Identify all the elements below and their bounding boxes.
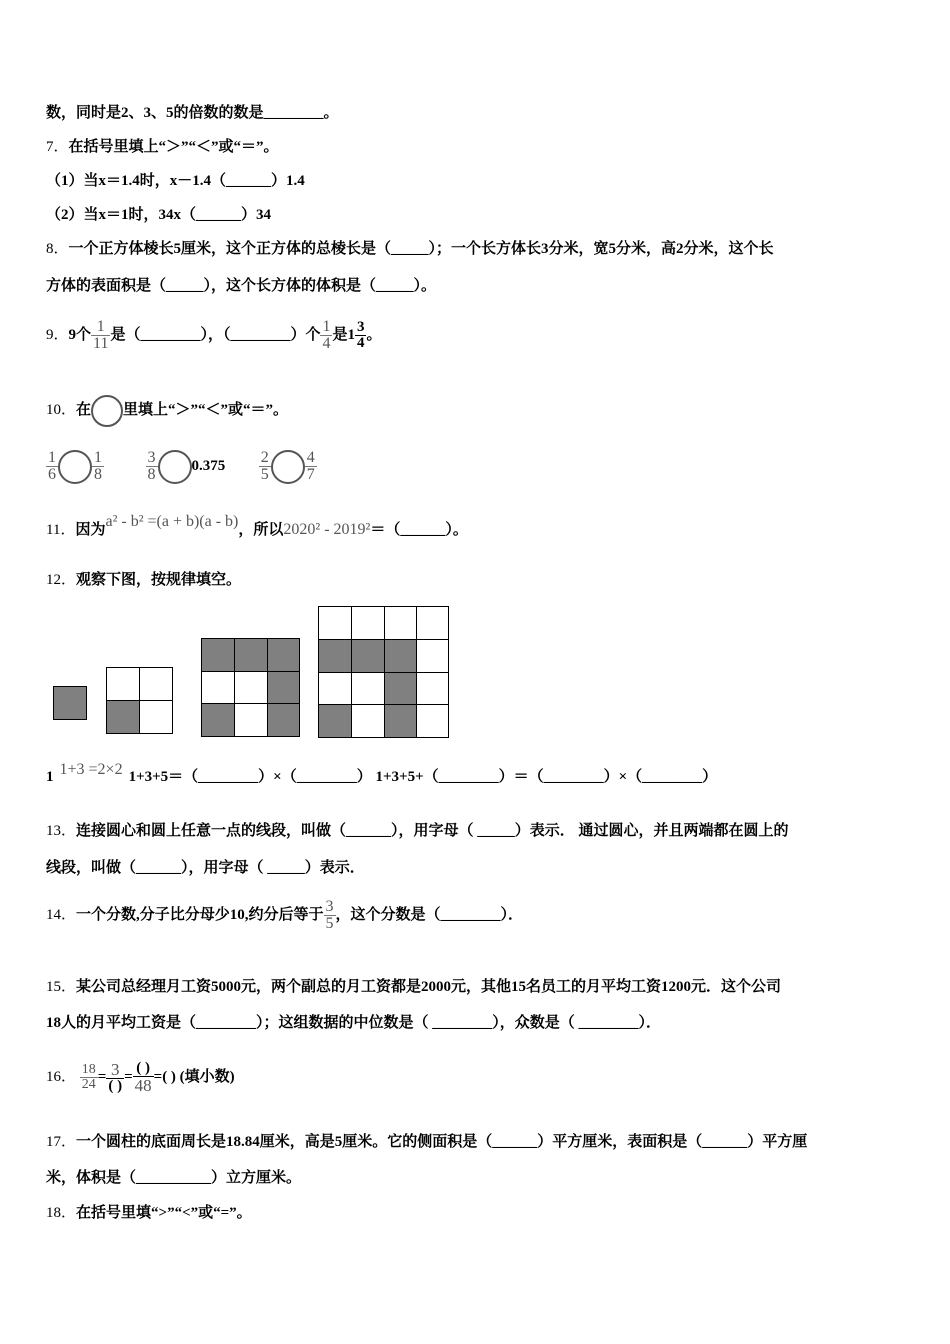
q16: 16． $\frac{18}{24}$ = $\frac{3}{( )}$ = $\frac{( )}{48}$ =( ) (填小数): [46, 1060, 235, 1096]
q10-frac-c1: $\frac{2}{5}$: [260, 449, 269, 484]
q14: 14．一个分数,分子比分母少10,约分后等于 $\frac{3}{5}$ ，这个分数是（________）．: [46, 898, 524, 933]
q13-line1: 13．连接圆心和圆上任意一点的线段，叫做（______），用字母（ _____）表示． 通过圆心，并且两端都在圆上的: [46, 823, 789, 839]
q12-title: 12．观察下图，按规律填空。: [46, 572, 242, 588]
q7-b: （2）当x＝1时，34x（______）34: [46, 207, 272, 223]
q10-items: $\frac{1}{6}$ $\frac{1}{8}$ $\frac{3}{8}$ 0.375 $\frac{2}{5}$ $\frac{4}{7}$: [48, 449, 315, 484]
q12-answers: 1 1+3 =2×2 1+3+5＝（________）×（________） 1+3+5+（________）＝（________）×（________）: [46, 761, 718, 785]
q15-line2: 18人的月平均工资是（________）；这组数据的中位数是（ ________），众数是（ ________）．: [46, 1015, 662, 1031]
compare-circle-icon[interactable]: [158, 450, 192, 484]
q13-line2: 线段，叫做（______），用字母（ _____）表示．: [46, 860, 365, 876]
circle-icon: [91, 395, 123, 427]
q8-line2: 方体的表面积是（_____），这个长方体的体积是（_____）。: [46, 278, 437, 294]
q9-frac2: $\frac{1}{4}$: [322, 318, 331, 353]
q10-frac-b1: $\frac{3}{8}$: [147, 449, 156, 484]
q9-frac3: $\frac{3}{4}$: [356, 319, 365, 352]
q7-a: （1）当x＝1.4时，x－1.4（______）1.4: [46, 173, 305, 189]
q16-frac1: $\frac{18}{24}$: [81, 1062, 96, 1093]
q10-frac-c2: $\frac{4}{7}$: [306, 449, 315, 484]
q14-frac: $\frac{3}{5}$: [325, 898, 334, 933]
compare-circle-icon[interactable]: [271, 450, 305, 484]
q11: 11．因为a² - b² =(a + b)(a - b)，所以2020² - 2019²＝（______）。: [46, 513, 468, 538]
q17-line2: 米，体积是（__________）立方厘米。: [46, 1170, 302, 1186]
q9-frac1: $\frac{1}{11}$: [93, 318, 109, 353]
q7-title: 7．在括号里填上“＞”“＜”或“＝”。: [46, 139, 279, 155]
q10-title: 10．在 里填上“＞”“＜”或“＝”。: [46, 392, 288, 428]
q17-line1: 17．一个圆柱的底面周长是18.84厘米，高是5厘米。它的侧面积是（______）平方厘米，表面积是（______）平方厘: [46, 1134, 808, 1150]
q10-frac-a2: $\frac{1}{8}$: [94, 449, 102, 484]
q6-tail: 数，同时是2、3、5的倍数的数是________。: [46, 105, 339, 121]
q16-frac3: $\frac{( )}{48}$: [134, 1060, 152, 1096]
compare-circle-icon[interactable]: [58, 450, 92, 484]
q10-frac-a1: $\frac{1}{6}$: [48, 449, 56, 484]
q8-line1: 8．一个正方体棱长5厘米，这个正方体的总棱长是（_____）；一个长方体长3分米，宽5分米，高2分米，这个长: [46, 241, 774, 257]
q18-title: 18．在括号里填“>”“<”或“=”。: [46, 1205, 252, 1221]
q15-line1: 15．某公司总经理月工资5000元，两个副总的月工资都是2000元，其他15名员工的月平均工资1200元．这个公司: [46, 979, 782, 995]
q9: 9．9个 $\frac{1}{11}$ 是（________），（________）个 $\frac{1}{4}$ 是1 $\frac{3}{4}$ 。: [46, 318, 382, 353]
q16-frac2: $\frac{3}{( )}$: [108, 1060, 123, 1095]
